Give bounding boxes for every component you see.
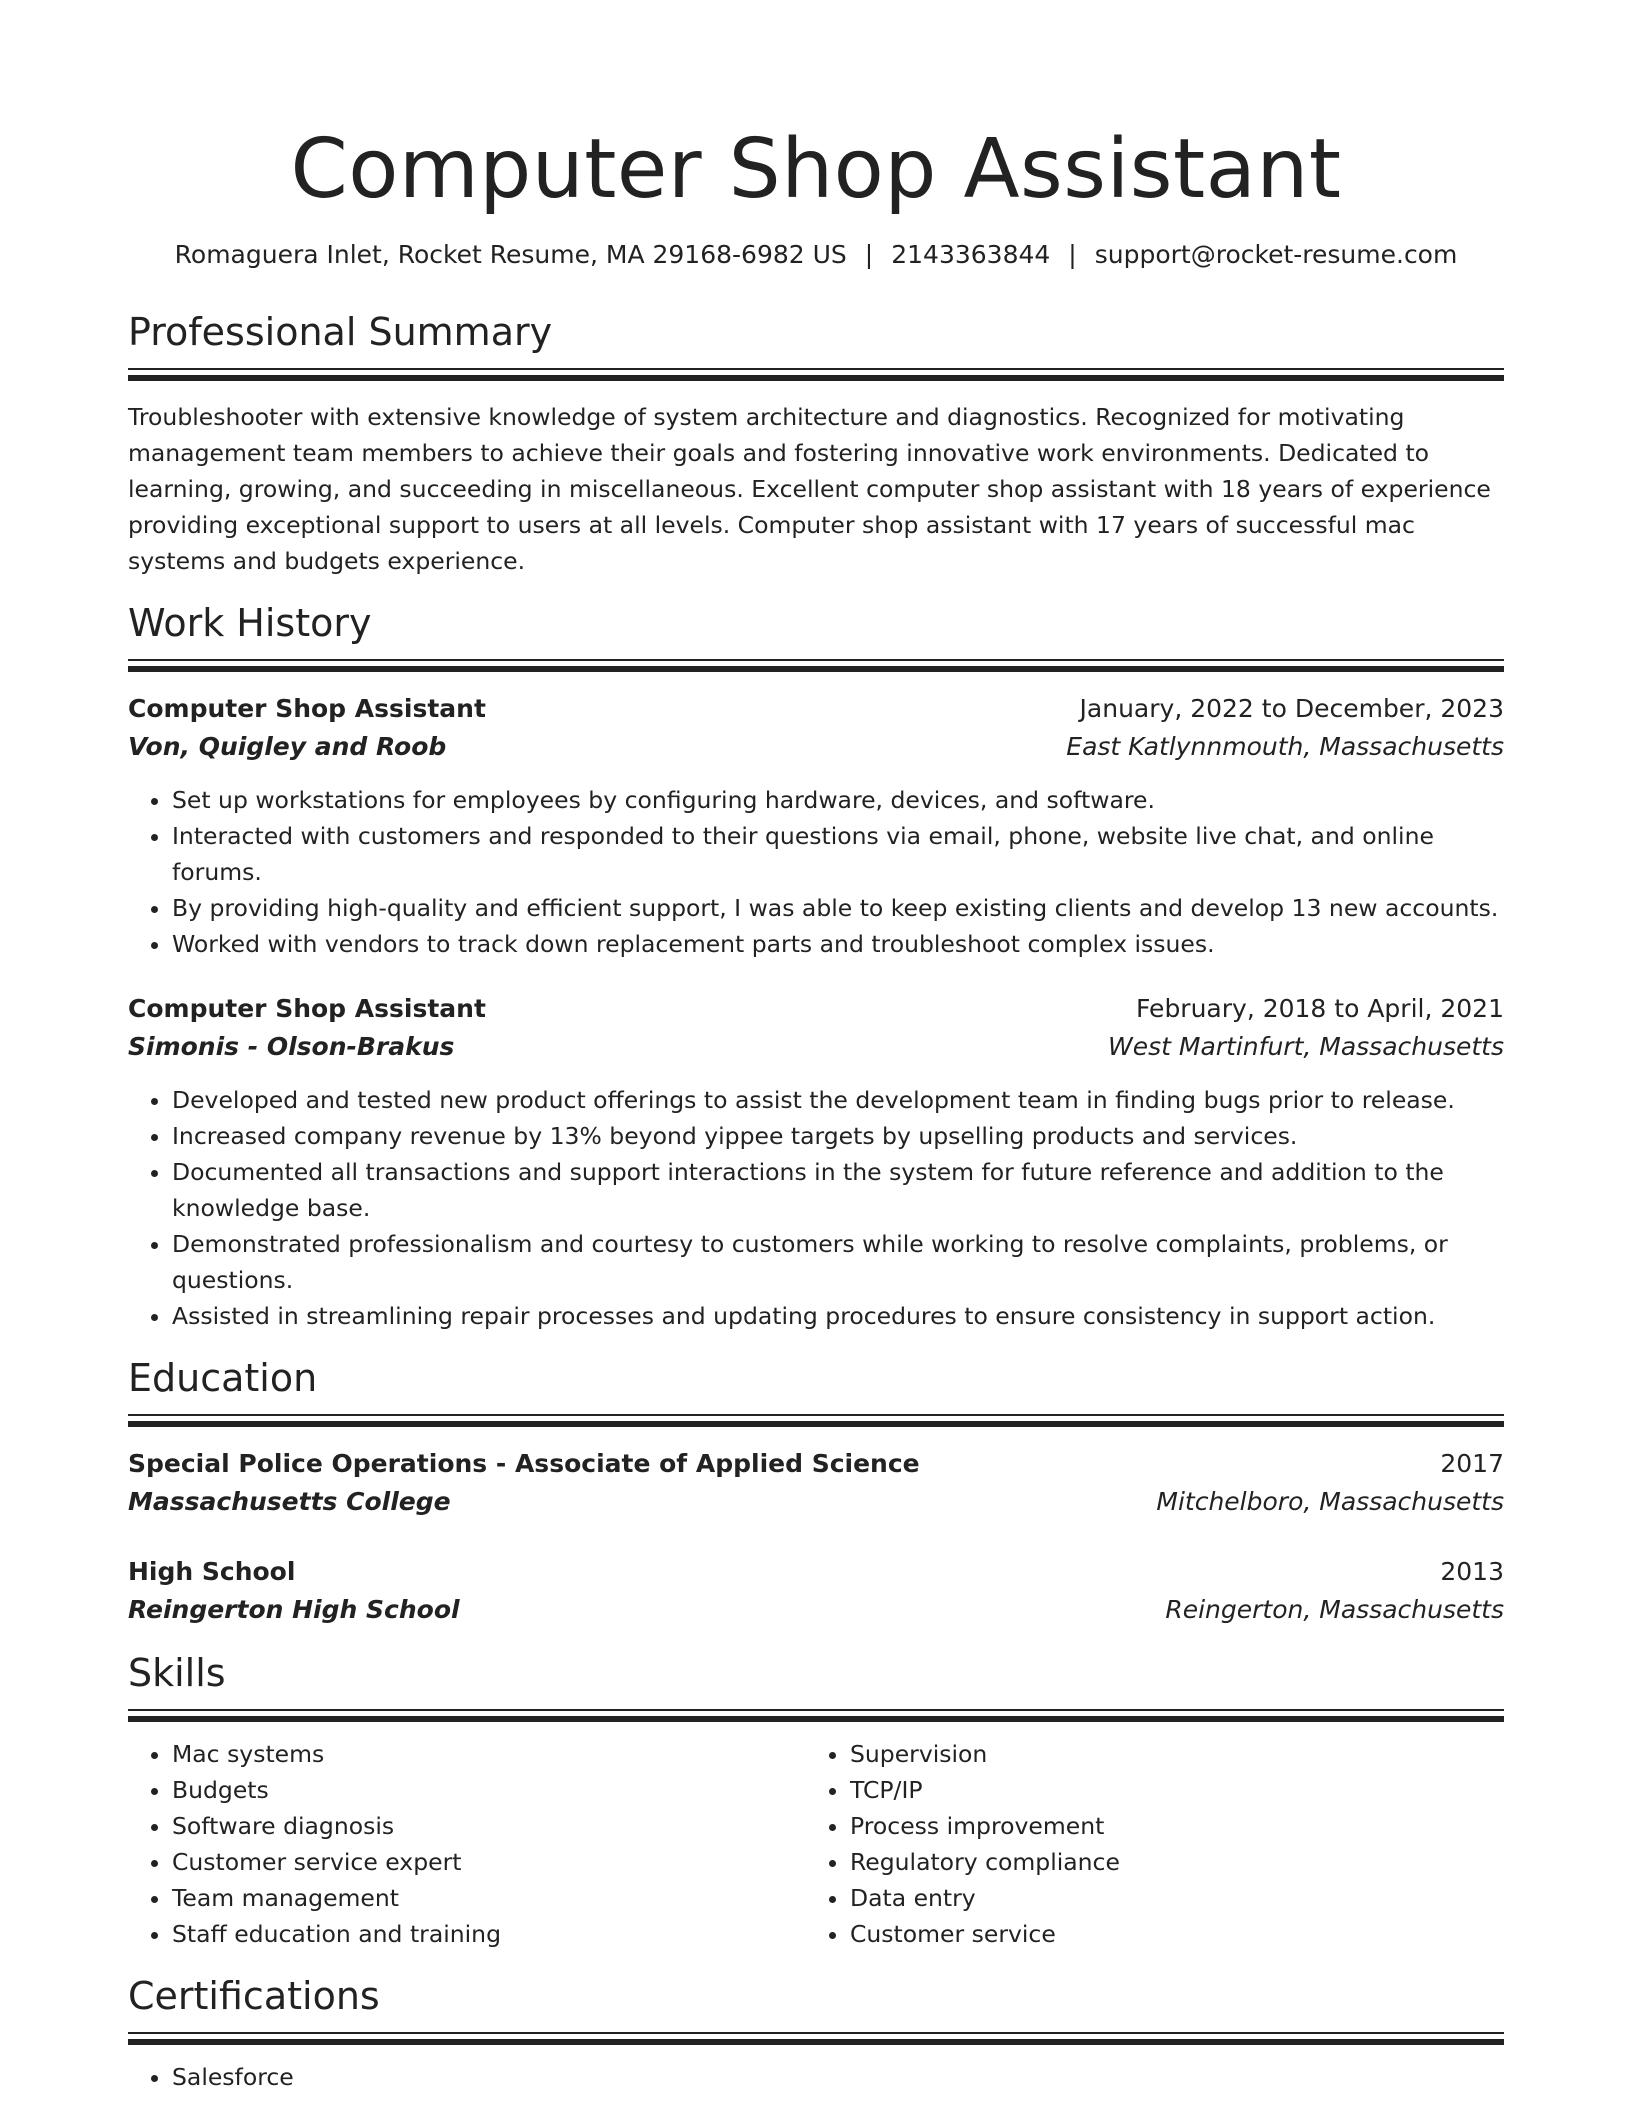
list-item: • Interacted with customers and responded to their questions via email, phone, website live chat, and online forums. [172, 818, 1504, 890]
list-item: • Customer service [850, 1916, 1484, 1952]
list-item: • Set up workstations for employees by configuring hardware, devices, and software. [172, 782, 1504, 818]
list-item: • Budgets [172, 1772, 806, 1808]
education-year: 2013 [1440, 1557, 1504, 1586]
skills-column-right [806, 1736, 1484, 1952]
list-item: • Increased company revenue by 13% beyond yippee targets by upselling products and services. [172, 1118, 1504, 1154]
contact-email[interactable]: support@rocket-resume.com [1094, 240, 1458, 269]
list-item: • By providing high-quality and efficient support, I was able to keep existing clients and develop 13 new accounts. [172, 890, 1504, 926]
summary-section [128, 308, 1504, 579]
certifications-section [128, 1972, 1504, 2095]
contact-phone: 2143363844 [891, 240, 1051, 269]
list-item: • TCP/IP [850, 1772, 1484, 1808]
section-divider [128, 2032, 1504, 2045]
list-item: • Software diagnosis [172, 1808, 806, 1844]
education-school: Reingerton High School [128, 1595, 460, 1624]
list-item: • Salesforce [172, 2059, 1504, 2095]
job-bullets [128, 1082, 1504, 1334]
section-title: Skills [128, 1651, 226, 1695]
list-item: • Process improvement [850, 1808, 1484, 1844]
skills-column-left [128, 1736, 806, 1952]
section-divider [128, 1414, 1504, 1427]
education-location: Reingerton, Massachusetts [1165, 1595, 1504, 1624]
education-degree: Special Police Operations - Associate of Applied Science [128, 1449, 920, 1478]
section-divider [128, 1709, 1504, 1722]
list-item: • Staff education and training [172, 1916, 806, 1952]
contact-separator: | [864, 240, 874, 269]
resume-name: Computer Shop Assistant [290, 122, 1342, 217]
job-dates: January, 2022 to December, 2023 [1079, 694, 1504, 723]
education-year: 2017 [1440, 1449, 1504, 1478]
list-item: • Developed and tested new product offerings to assist the development team in finding bugs prior to release. [172, 1082, 1504, 1118]
job-bullets [128, 782, 1504, 962]
job-location: East Katlynnmouth, Massachusetts [1066, 732, 1504, 761]
job-company: Simonis - Olson-Brakus [128, 1032, 455, 1061]
resume-page [128, 0, 1504, 2095]
list-item: • Data entry [850, 1880, 1484, 1916]
section-title: Certifications [128, 1974, 380, 2018]
list-item: • Assisted in streamlining repair processes and updating procedures to ensure consistency in support action. [172, 1298, 1504, 1334]
section-divider [128, 368, 1504, 381]
list-item: • Mac systems [172, 1736, 806, 1772]
section-title: Education [128, 1356, 318, 1400]
job-company: Von, Quigley and Roob [128, 732, 447, 761]
job-entry [128, 990, 1504, 1334]
list-item: • Regulatory compliance [850, 1844, 1484, 1880]
job-dates: February, 2018 to April, 2021 [1136, 994, 1504, 1023]
list-item: • Documented all transactions and support interactions in the system for future reference and addition to the knowledge base. [172, 1154, 1504, 1226]
education-degree: High School [128, 1557, 296, 1586]
list-item: • Demonstrated professionalism and courtesy to customers while working to resolve complaints, problems, or questions. [172, 1226, 1504, 1298]
contact-address: Romaguera Inlet, Rocket Resume, MA 29168-6982 US [174, 240, 847, 269]
contact-line [128, 238, 1504, 272]
skills-section [128, 1649, 1504, 1952]
list-item: • Customer service expert [172, 1844, 806, 1880]
list-item: • Team management [172, 1880, 806, 1916]
education-entry [128, 1553, 1504, 1629]
job-location: West Martinfurt, Massachusetts [1108, 1032, 1504, 1061]
job-entry [128, 690, 1504, 962]
education-location: Mitchelboro, Massachusetts [1156, 1487, 1504, 1516]
list-item: • Supervision [850, 1736, 1484, 1772]
list-item: • Worked with vendors to track down replacement parts and troubleshoot complex issues. [172, 926, 1504, 962]
job-position: Computer Shop Assistant [128, 994, 486, 1023]
job-position: Computer Shop Assistant [128, 694, 486, 723]
certifications-list [128, 2059, 1504, 2095]
summary-text: Troubleshooter with extensive knowledge of system architecture and diagnostics. Recognized for motivating management team members to achieve their goals and fostering innovative work environments. Dedicated to learning, growing, and succeeding in miscellaneous. Excellent computer shop assistant with 18 years of experience providing exceptional support to users at all levels. Computer shop assistant with 17 years of successful mac systems and budgets experience. [128, 403, 1491, 575]
skills-grid [128, 1736, 1504, 1952]
education-entry [128, 1445, 1504, 1521]
contact-separator: | [1068, 240, 1077, 269]
education-section [128, 1354, 1504, 1629]
work-history-section [128, 599, 1504, 1334]
section-title: Professional Summary [128, 310, 553, 354]
section-title: Work History [128, 601, 372, 645]
education-school: Massachusetts College [128, 1487, 451, 1516]
section-divider [128, 659, 1504, 672]
